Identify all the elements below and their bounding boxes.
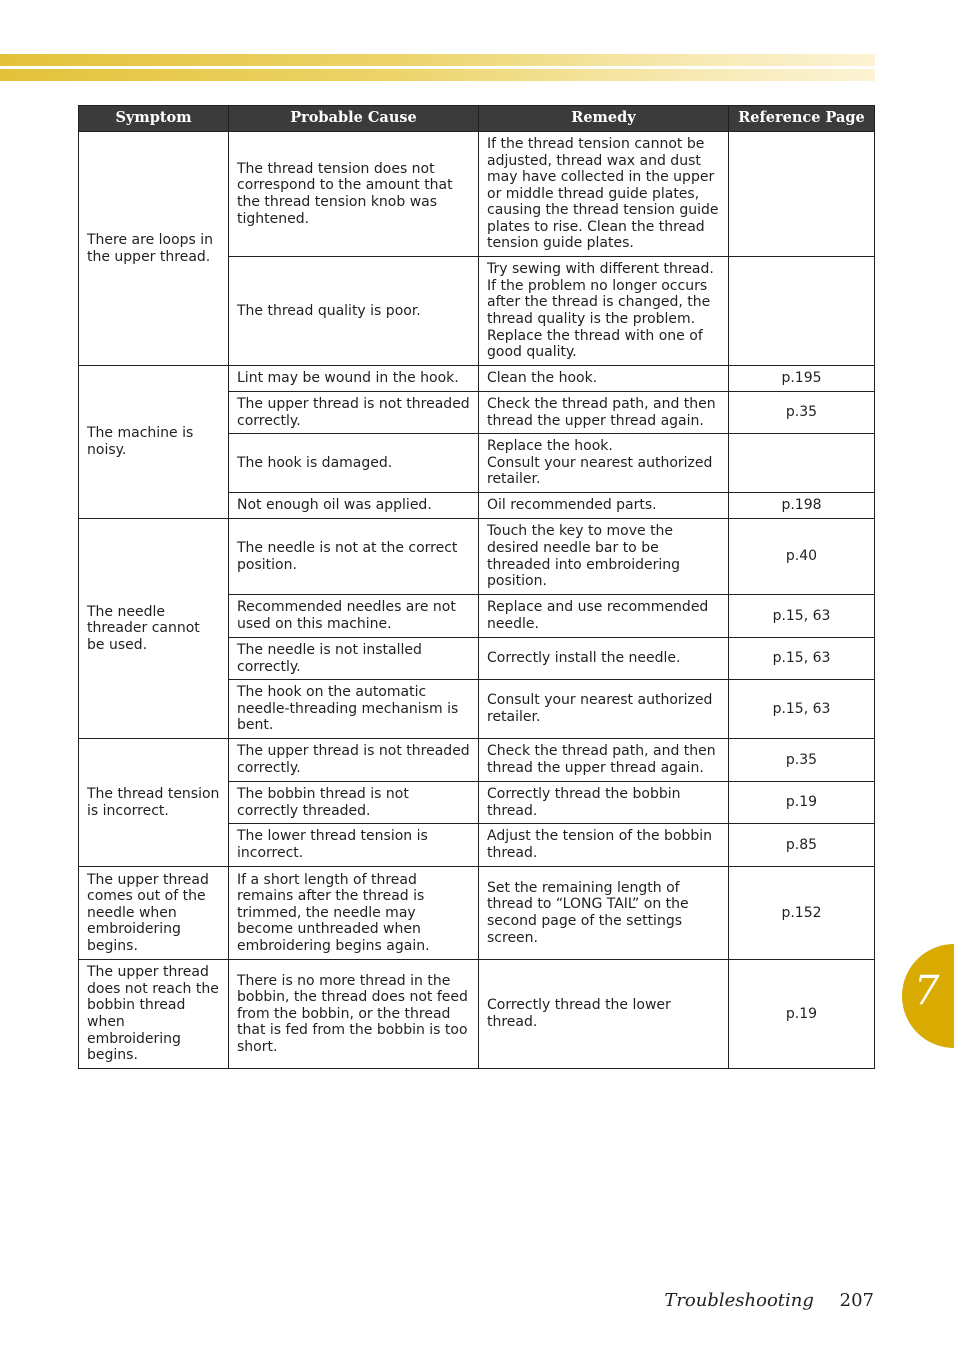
remedy-cell: Touch the key to move the desired needle bar to be threaded into embroidering position. <box>479 519 729 595</box>
reference-cell: p.195 <box>729 366 875 392</box>
cause-cell: Recommended needles are not used on this machine. <box>229 595 479 638</box>
cause-cell: The upper thread is not threaded correctly. <box>229 392 479 434</box>
cause-cell: The needle is not at the correct position. <box>229 519 479 595</box>
header-decor-band-bottom <box>0 69 875 81</box>
symptom-cell: There are loops in the upper thread. <box>79 132 229 366</box>
reference-cell: p.35 <box>729 739 875 782</box>
chapter-tab <box>902 944 954 1048</box>
remedy-cell: Set the remaining length of thread to “LONG TAIL” on the second page of the settings screen. <box>479 867 729 960</box>
reference-cell: p.152 <box>729 867 875 960</box>
reference-cell <box>729 132 875 257</box>
cause-cell: The needle is not installed correctly. <box>229 638 479 680</box>
remedy-cell: Check the thread path, and then thread the upper thread again. <box>479 739 729 782</box>
cause-cell: The thread quality is poor. <box>229 257 479 366</box>
table-row <box>79 366 875 392</box>
reference-cell: p.19 <box>729 782 875 824</box>
troubleshooting-table <box>78 105 875 1069</box>
remedy-cell: Oil recommended parts. <box>479 493 729 519</box>
cause-cell: If a short length of thread remains after the thread is trimmed, the needle may become unthreaded when embroidering begins again. <box>229 867 479 960</box>
reference-cell: p.40 <box>729 519 875 595</box>
reference-cell: p.19 <box>729 960 875 1069</box>
cause-cell: The hook is damaged. <box>229 434 479 493</box>
cause-cell: The thread tension does not correspond to the amount that the thread tension knob was tightened. <box>229 132 479 257</box>
cause-cell: The upper thread is not threaded correctly. <box>229 739 479 782</box>
symptom-cell: The thread tension is incorrect. <box>79 739 229 867</box>
table-row <box>79 739 875 782</box>
cause-cell: The hook on the automatic needle-threading mechanism is bent. <box>229 680 479 739</box>
remedy-cell: Replace and use recommended needle. <box>479 595 729 638</box>
remedy-cell: Correctly thread the bobbin thread. <box>479 782 729 824</box>
symptom-cell: The upper thread does not reach the bobbin thread when embroidering begins. <box>79 960 229 1069</box>
remedy-cell: Replace the hook. Consult your nearest authorized retailer. <box>479 434 729 493</box>
table-header-row <box>79 106 875 132</box>
symptom-cell: The needle threader cannot be used. <box>79 519 229 739</box>
cause-cell: Not enough oil was applied. <box>229 493 479 519</box>
header-decor-band-top <box>0 54 875 66</box>
symptom-cell: The machine is noisy. <box>79 366 229 519</box>
header-symptom: Symptom <box>79 106 229 132</box>
table-row <box>79 519 875 595</box>
header-remedy: Remedy <box>479 106 729 132</box>
cause-cell: There is no more thread in the bobbin, the thread does not feed from the bobbin, or the thread that is fed from the bobbin is too short. <box>229 960 479 1069</box>
reference-cell: p.15, 63 <box>729 638 875 680</box>
page-footer <box>664 1290 874 1311</box>
reference-cell: p.198 <box>729 493 875 519</box>
page-number: 207 <box>839 1290 874 1311</box>
table-row <box>79 867 875 960</box>
remedy-cell: Try sewing with different thread. If the problem no longer occurs after the thread is changed, the thread quality is the problem. Replace the thread with one of good quality. <box>479 257 729 366</box>
remedy-cell: Correctly thread the lower thread. <box>479 960 729 1069</box>
reference-cell: p.15, 63 <box>729 595 875 638</box>
remedy-cell: Adjust the tension of the bobbin thread. <box>479 824 729 867</box>
table-row <box>79 960 875 1069</box>
remedy-cell: Check the thread path, and then thread the upper thread again. <box>479 392 729 434</box>
reference-cell: p.35 <box>729 392 875 434</box>
table-row <box>79 132 875 257</box>
chapter-number: 7 <box>914 968 940 1014</box>
reference-cell <box>729 257 875 366</box>
symptom-cell: The upper thread comes out of the needle when embroidering begins. <box>79 867 229 960</box>
cause-cell: The lower thread tension is incorrect. <box>229 824 479 867</box>
remedy-cell: If the thread tension cannot be adjusted, thread wax and dust may have collected in the upper or middle thread guide plates, causing the thread tension guide plates to rise. Clean the thread tension guide plates. <box>479 132 729 257</box>
reference-cell: p.85 <box>729 824 875 867</box>
cause-cell: Lint may be wound in the hook. <box>229 366 479 392</box>
reference-cell <box>729 434 875 493</box>
remedy-cell: Clean the hook. <box>479 366 729 392</box>
remedy-cell: Consult your nearest authorized retailer. <box>479 680 729 739</box>
reference-cell: p.15, 63 <box>729 680 875 739</box>
footer-section-title: Troubleshooting <box>664 1290 814 1311</box>
header-reference-page: Reference Page <box>729 106 875 132</box>
remedy-cell: Correctly install the needle. <box>479 638 729 680</box>
cause-cell: The bobbin thread is not correctly threaded. <box>229 782 479 824</box>
header-probable-cause: Probable Cause <box>229 106 479 132</box>
